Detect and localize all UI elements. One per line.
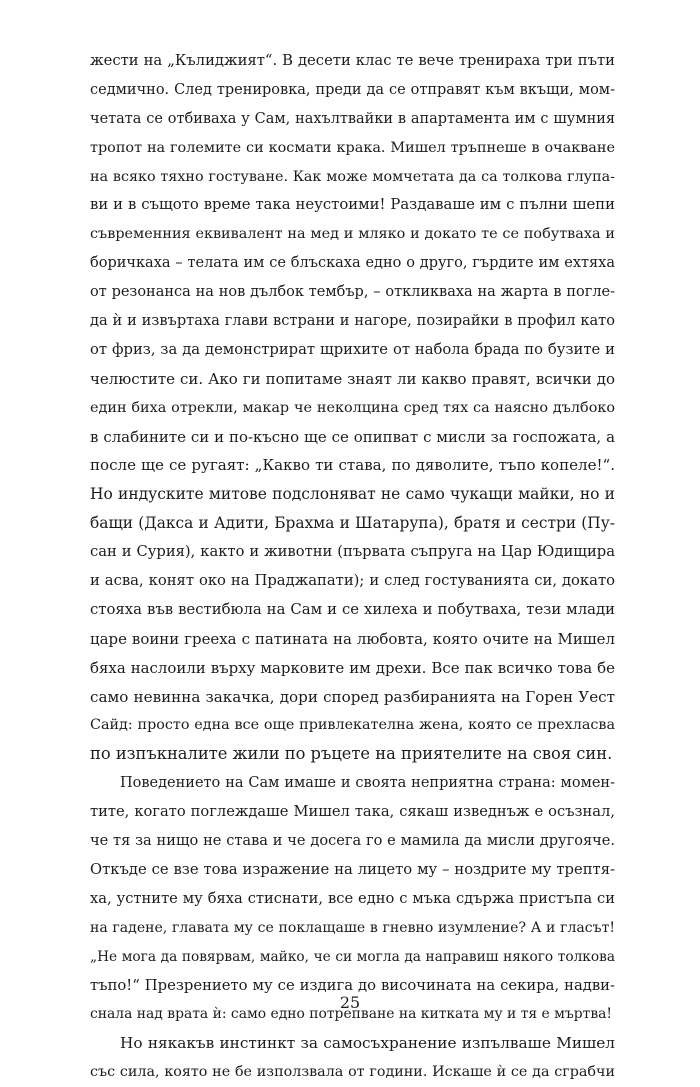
text-line: че тя за нищо не става и че досега го е мамила да мисли другояче. [90,832,615,850]
text-line: в слабините си и по-късно ще се опипват с мисли за госпожата, а [90,427,615,446]
text-line: ви и в същото време така неустоими! Раздаваше им с пълни шепи [90,196,615,214]
text-line: със сила, която не бе използвала от години. Искаше ѝ се да сграбчи [90,1064,615,1081]
text-line: снала над врата ѝ: само едно потрепване на китката му и тя е мъртва! [90,1006,613,1023]
text-line: на гадене, главата му се поклащаше в гневно изумление? А и гласът! [90,919,615,936]
text-line: Сайд: просто една все още привлекателна жена, която се прехласва [90,717,615,734]
text-line: съвременния еквивалент на мед и мляко и докато те се побутваха и [90,226,615,243]
text-line: един биха отрекли, макар че неколцина сред тях са наясно дълбоко [90,399,615,416]
page-number: 25 [339,993,361,1012]
text-line: сан и Сурия), както и животни (първата съпруга на Цар Юдищира [90,543,615,561]
text-line: боричкаха – телата им се блъскаха едно о друго, гърдите им ехтяха [90,255,615,272]
text-line: само невинна закачка, дори според разбиранията на Горен Уест [90,687,615,706]
text-line: от резонанса на нов дълбок тембър, – откликваха на жарта в погле- [90,284,615,301]
text-line: тъпо!“ Презрението му се издига до височината на секира, надви- [90,976,615,994]
text-line: бащи (Дакса и Адити, Брахма и Шатарупа), братя и сестри (Пу- [90,514,615,533]
text-line: и асва, конят око на Праджапати); и след гостуванията си, докато [90,572,615,590]
text-line: ха, устните му бяха стиснати, все едно с мъка сдържа пристъпа си [90,889,615,907]
text-line: тропот на големите си космати крака. Мишел тръпнеше в очакване [90,139,615,156]
text-line: Но индуските митове подслоняват не само чукащи майки, но и [90,485,615,504]
text-line: тите, когато поглеждаше Мишел така, сякаш изведнъж е осъзнал, [90,803,615,821]
text-line: на всяко тяхно гостуване. Как може момчетата да са толкова глупа- [90,168,615,185]
text-line: по изпъкналите жили по ръцете на приятелите на своя син. [90,744,613,764]
text-line: царе воини грееха с патината на любовта, която очите на Мишел [90,629,615,648]
text-line: Поведението на Сам имаше и своята неприятна страна: момен- [120,775,615,792]
text-line: седмично. След тренировка, преди да се отправят към вкъщи, мом- [90,81,615,98]
text-line: жести на „Кълиджият“. В десети клас те вече тренираха три пъти [90,52,615,69]
text-line: Откъде се взе това изражение на лицето му – ноздрите му трептя- [90,860,615,878]
text-line: стояха във вестибюла на Сам и се хилеха и побутваха, тези млади [90,600,615,618]
text-line: четата се отбиваха у Сам, нахълтвайки в апартамента им с шумния [90,110,615,127]
text-line: „Не мога да повярвам, майко, че си могла да направиш някого толкова [90,948,615,965]
text-line: бяха наслоили върху марковите им дрехи. Все пак всичко това бе [90,658,615,677]
text-line: да ѝ и извъртаха глави встрани и нагоре, позирайки в профил като [90,312,615,330]
body-text [90,47,615,1087]
text-line: от фриз, за да демонстрират щрихите от набола брада по бузите и [90,340,615,358]
text-line: Но някакъв инстинкт за самосъхранение изпълваше Мишел [120,1034,615,1053]
text-line: после ще се ругаят: „Какво ти става, по дяволите, тъпо копеле!“. [90,456,615,475]
text-line: челюстите си. Ако ги попитаме знаят ли какво правят, всички до [90,369,615,388]
